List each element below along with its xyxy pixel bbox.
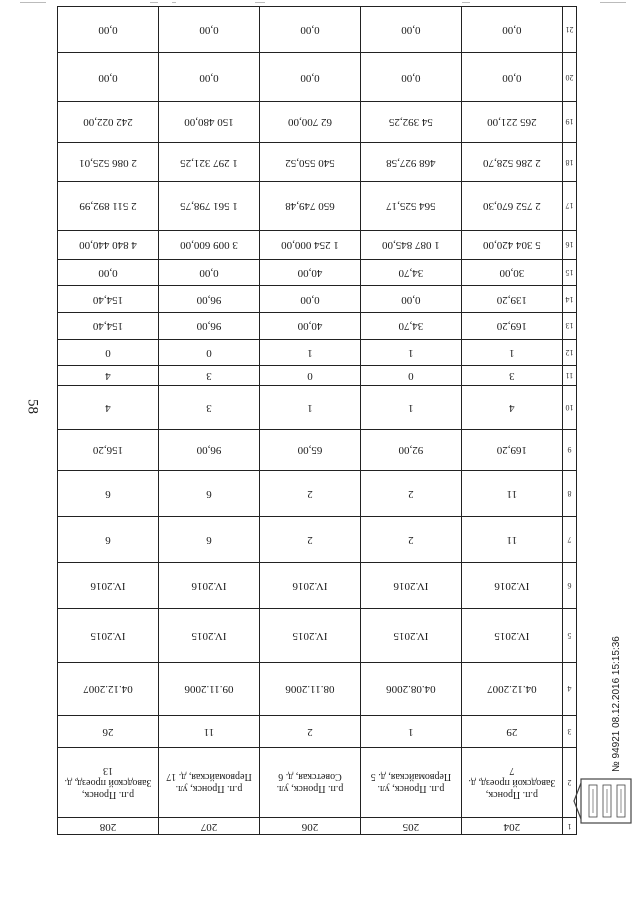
column-index-cell: 15	[562, 259, 576, 286]
table-cell: 0,00	[259, 53, 360, 102]
table-cell: IV.2016	[159, 563, 260, 609]
table-cell: 0,00	[360, 286, 461, 313]
table-cell: 2 086 525,01	[58, 143, 159, 182]
table-cell: 1	[259, 339, 360, 366]
column-index-cell: 18	[562, 143, 576, 182]
housing-registry-table-wrap	[57, 6, 577, 835]
table-cell: 4	[58, 366, 159, 385]
table-cell: IV.2015	[58, 609, 159, 662]
column-index-cell: 6	[562, 563, 576, 609]
table-cell: 4	[461, 385, 562, 429]
table-cell: 169,20	[461, 429, 562, 470]
table-cell: 1 087 845,00	[360, 230, 461, 259]
table-row	[58, 429, 577, 470]
table-cell: 3 009 600,00	[159, 230, 260, 259]
table-cell: 6	[159, 470, 260, 516]
table-cell: 169,20	[461, 313, 562, 340]
table-cell: 2 752 670,30	[461, 181, 562, 230]
table-cell: 0	[360, 366, 461, 385]
table-cell: 34,70	[360, 313, 461, 340]
table-cell: р.п. Пронск, ул. Советская, д. 6	[259, 747, 360, 817]
table-cell: IV.2015	[159, 609, 260, 662]
table-cell: IV.2016	[259, 563, 360, 609]
column-index-cell: 14	[562, 286, 576, 313]
table-cell: 1 297 321,25	[159, 143, 260, 182]
notary-seal-icon	[573, 777, 635, 825]
table-cell: 0,00	[259, 7, 360, 53]
table-row	[58, 101, 577, 142]
column-index-cell: 4	[562, 662, 576, 715]
table-cell: 2 511 892,99	[58, 181, 159, 230]
table-row	[58, 747, 577, 817]
table-cell: 206	[259, 818, 360, 835]
table-row	[58, 716, 577, 748]
table-cell: 11	[461, 516, 562, 562]
table-cell: IV.2016	[461, 563, 562, 609]
table-cell: 40,00	[259, 313, 360, 340]
table-cell: 154,40	[58, 286, 159, 313]
table-cell: 96,00	[159, 286, 260, 313]
table-cell: 468 927,58	[360, 143, 461, 182]
table-cell: 04.12.2007	[461, 662, 562, 715]
table-cell: 4 840 440,00	[58, 230, 159, 259]
registration-stamp: № 94921 08.12.2016 15:15:36	[611, 636, 622, 772]
table-cell: 564 525,17	[360, 181, 461, 230]
table-cell: 0,00	[461, 7, 562, 53]
table-cell: 0,00	[58, 53, 159, 102]
table-cell: 2	[360, 470, 461, 516]
column-index-cell: 5	[562, 609, 576, 662]
table-cell: 0,00	[159, 53, 260, 102]
table-cell: 65,00	[259, 429, 360, 470]
column-index-cell: 16	[562, 230, 576, 259]
column-index-cell: 13	[562, 313, 576, 340]
table-cell: р.п. Пронск, ул. Первомайская, д. 5	[360, 747, 461, 817]
table-row	[58, 286, 577, 313]
table-cell: 2	[259, 716, 360, 748]
table-cell: 139,20	[461, 286, 562, 313]
table-cell: 0,00	[58, 259, 159, 286]
table-cell: 1	[360, 339, 461, 366]
table-cell: 6	[58, 470, 159, 516]
column-index-cell: 9	[562, 429, 576, 470]
table-cell: 04.12.2007	[58, 662, 159, 715]
column-index-cell: 20	[562, 53, 576, 102]
table-cell: 650 749,48	[259, 181, 360, 230]
table-cell: 0,00	[360, 7, 461, 53]
table-cell: 30,00	[461, 259, 562, 286]
table-cell: 1	[360, 716, 461, 748]
table-cell: IV.2015	[360, 609, 461, 662]
column-index-cell: 17	[562, 181, 576, 230]
table-cell: 1	[461, 339, 562, 366]
page-number: 58	[24, 399, 41, 414]
column-index-cell: 12	[562, 339, 576, 366]
table-cell: 4	[58, 385, 159, 429]
table-cell: 1 561 798,75	[159, 181, 260, 230]
table-cell: 96,00	[159, 429, 260, 470]
table-cell: 2	[360, 516, 461, 562]
column-index-cell: 2	[562, 747, 576, 817]
table-cell: 5 304 420,00	[461, 230, 562, 259]
table-cell: 205	[360, 818, 461, 835]
table-cell: 3	[159, 366, 260, 385]
table-cell: 34,70	[360, 259, 461, 286]
table-row	[58, 313, 577, 340]
table-cell: 08.11.2006	[259, 662, 360, 715]
table-row	[58, 230, 577, 259]
table-row	[58, 181, 577, 230]
table-cell: 62 700,00	[259, 101, 360, 142]
table-cell: 04.08.2006	[360, 662, 461, 715]
table-cell: 0,00	[159, 7, 260, 53]
table-cell: 204	[461, 818, 562, 835]
table-cell: 0	[259, 366, 360, 385]
table-cell: 1 254 000,00	[259, 230, 360, 259]
table-row	[58, 516, 577, 562]
table-cell: 92,00	[360, 429, 461, 470]
table-cell: IV.2016	[360, 563, 461, 609]
table-cell: 09.11.2006	[159, 662, 260, 715]
table-cell: 1	[259, 385, 360, 429]
table-row	[58, 818, 577, 835]
table-cell: 2	[259, 516, 360, 562]
table-cell: 40,00	[259, 259, 360, 286]
table-row	[58, 470, 577, 516]
table-cell: 54 392,25	[360, 101, 461, 142]
column-index-cell: 19	[562, 101, 576, 142]
table-cell: 3	[461, 366, 562, 385]
table-cell: 3	[159, 385, 260, 429]
table-cell: 540 550,52	[259, 143, 360, 182]
table-cell: 0,00	[360, 53, 461, 102]
column-index-cell: 3	[562, 716, 576, 748]
table-cell: 1	[360, 385, 461, 429]
table-cell: р.п. Пронск, Заводской проезд, д. 13	[58, 747, 159, 817]
housing-registry-table	[57, 6, 577, 835]
table-cell: 208	[58, 818, 159, 835]
table-cell: 11	[159, 716, 260, 748]
table-cell: 26	[58, 716, 159, 748]
column-index-cell: 7	[562, 516, 576, 562]
table-cell: 96,00	[159, 313, 260, 340]
table-cell: 0,00	[58, 7, 159, 53]
table-cell: 0	[58, 339, 159, 366]
table-cell: 6	[58, 516, 159, 562]
table-cell: 29	[461, 716, 562, 748]
table-cell: 2 286 528,70	[461, 143, 562, 182]
table-cell: р.п. Пронск, Заводской проезд, д. 7	[461, 747, 562, 817]
table-cell: 265 221,00	[461, 101, 562, 142]
table-cell: IV.2015	[259, 609, 360, 662]
table-row	[58, 662, 577, 715]
table-row	[58, 143, 577, 182]
table-cell: IV.2016	[58, 563, 159, 609]
column-index-cell: 21	[562, 7, 576, 53]
table-row	[58, 609, 577, 662]
column-index-cell: 1	[562, 818, 576, 835]
table-row	[58, 385, 577, 429]
table-row	[58, 339, 577, 366]
table-cell: 2	[259, 470, 360, 516]
table-cell: IV.2015	[461, 609, 562, 662]
column-index-cell: 8	[562, 470, 576, 516]
table-row	[58, 563, 577, 609]
column-index-cell: 10	[562, 385, 576, 429]
table-cell: 11	[461, 470, 562, 516]
table-row	[58, 53, 577, 102]
table-cell: 150 480,00	[159, 101, 260, 142]
table-row	[58, 366, 577, 385]
table-row	[58, 259, 577, 286]
table-cell: 0	[159, 339, 260, 366]
column-index-cell: 11	[562, 366, 576, 385]
table-cell: 156,20	[58, 429, 159, 470]
table-cell: р.п. Пронск, ул. Первомайская, д. 17	[159, 747, 260, 817]
table-cell: 242 022,00	[58, 101, 159, 142]
table-cell: 0,00	[461, 53, 562, 102]
table-cell: 207	[159, 818, 260, 835]
table-cell: 0,00	[259, 286, 360, 313]
table-cell: 0,00	[159, 259, 260, 286]
table-cell: 154,40	[58, 313, 159, 340]
table-row	[58, 7, 577, 53]
table-cell: 6	[159, 516, 260, 562]
